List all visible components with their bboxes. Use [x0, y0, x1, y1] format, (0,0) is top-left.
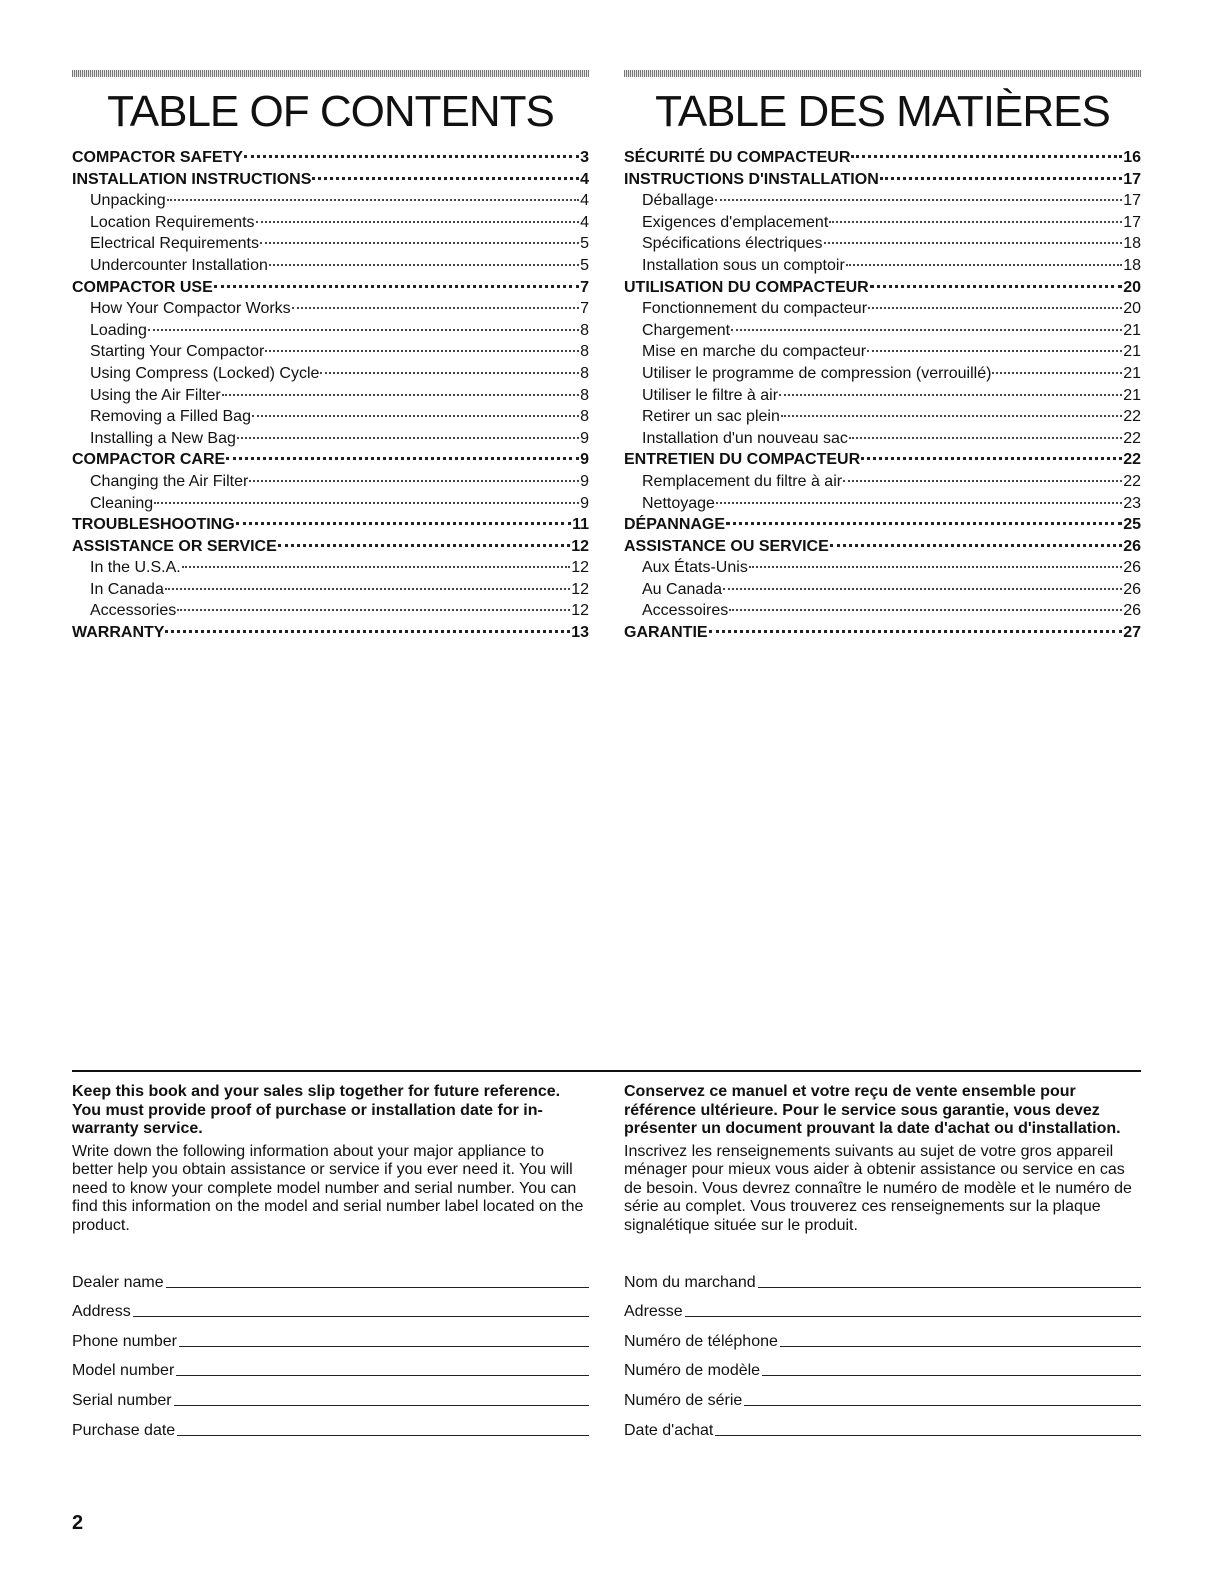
dot-leader — [723, 588, 1122, 590]
toc-entry-label: Remplacement du filtre à air — [642, 472, 843, 490]
toc-entry-page: 3 — [580, 149, 589, 166]
dot-leader — [182, 566, 570, 568]
toc-entry-label: Installation sous un comptoir — [642, 256, 845, 274]
toc-subsection-entry — [72, 255, 589, 277]
toc-entries — [72, 147, 589, 644]
toc-subsection-entry — [72, 190, 589, 212]
write-in-line — [762, 1375, 1141, 1376]
toc-entry-page: 9 — [580, 451, 589, 469]
toc-section-entry — [624, 169, 1141, 191]
dot-leader — [269, 264, 579, 266]
toc-subsection-entry — [72, 406, 589, 428]
dot-leader — [214, 285, 579, 288]
dot-leader — [851, 155, 1122, 158]
dot-leader — [779, 394, 1122, 396]
toc-section-entry — [72, 622, 589, 644]
dot-leader — [320, 372, 579, 374]
toc-entry-label: Fonctionnement du compacteur — [642, 300, 868, 318]
toc-entry-page: 9 — [580, 472, 589, 490]
toc-entry-page: 21 — [1123, 343, 1141, 361]
dot-leader — [256, 221, 580, 223]
record-field — [72, 1410, 589, 1440]
toc-entry-label: Loading — [90, 321, 147, 339]
header-rule — [624, 70, 1141, 77]
toc-entry-page: 4 — [580, 192, 589, 210]
toc-entry-page: 18 — [1123, 235, 1141, 253]
toc-entry-label: COMPACTOR USE — [72, 278, 213, 296]
record-form — [624, 1262, 1141, 1440]
toc-entry-page: 22 — [1123, 429, 1141, 447]
toc-entry-page: 16 — [1123, 149, 1141, 166]
dot-leader — [992, 372, 1122, 374]
toc-entry-label: UTILISATION DU COMPACTEUR — [624, 278, 869, 296]
toc-entry-label: Electrical Requirements — [90, 235, 259, 253]
toc-section-entry — [624, 536, 1141, 558]
toc-entry-label: Retirer un sac plein — [642, 408, 780, 426]
toc-subsection-entry — [624, 579, 1141, 601]
toc-subsection-entry — [72, 341, 589, 363]
record-info-french — [624, 1083, 1141, 1440]
dot-leader — [222, 394, 579, 396]
toc-subsection-entry — [72, 363, 589, 385]
toc-entry-label: Spécifications électriques — [642, 235, 823, 253]
toc-subsection-entry — [624, 428, 1141, 450]
record-instructions: Inscrivez les renseignements suivants au sujet de votre gros appareil ménager pour mieux vous aider à obtenir assistance ou service en cas de besoin. Vous devrez connaître le numéro de modèle et le numéro de série au complet. Vous trouverez ces renseignements sur la plaque signalétique située sur le produit. — [624, 1142, 1132, 1234]
record-field-label: Numéro de modèle — [624, 1362, 761, 1380]
toc-entry-label: TROUBLESHOOTING — [72, 516, 235, 534]
toc-entry-page: 4 — [580, 213, 589, 231]
toc-subsection-entry — [72, 600, 589, 622]
toc-entry-page: 25 — [1123, 516, 1141, 534]
record-field-label: Purchase date — [72, 1421, 176, 1439]
toc-subsection-entry — [624, 363, 1141, 385]
toc-subsection-entry — [72, 557, 589, 579]
toc-entry-label: Changing the Air Filter — [90, 472, 249, 490]
toc-entry-page: 5 — [580, 256, 589, 274]
dot-leader — [154, 502, 579, 504]
dot-leader — [843, 480, 1122, 482]
toc-subsection-entry — [624, 320, 1141, 342]
toc-subsection-entry — [72, 579, 589, 601]
dot-leader — [781, 415, 1122, 417]
toc-entry-page: 20 — [1123, 278, 1141, 296]
dot-leader — [244, 155, 579, 158]
toc-subsection-entry — [624, 341, 1141, 363]
toc-subsection-entry — [624, 255, 1141, 277]
toc-entry-label: Déballage — [642, 192, 715, 210]
dot-leader — [868, 307, 1122, 309]
dot-leader — [226, 457, 579, 460]
toc-subsection-entry — [72, 233, 589, 255]
toc-subsection-entry — [624, 471, 1141, 493]
dot-leader — [726, 522, 1122, 525]
dot-leader — [177, 609, 570, 611]
record-field-label: Serial number — [72, 1391, 172, 1409]
toc-entry-page: 8 — [580, 321, 589, 339]
toc-entry-page: 9 — [580, 429, 589, 447]
toc-entry-page: 4 — [580, 170, 589, 188]
toc-section-entry — [72, 277, 589, 299]
dot-leader — [870, 285, 1122, 288]
dot-leader — [729, 609, 1122, 611]
toc-entry-page: 8 — [580, 386, 589, 404]
toc-entry-page: 21 — [1123, 386, 1141, 404]
toc-entry-label: Removing a Filled Bag — [90, 408, 251, 426]
record-field-label: Address — [72, 1303, 131, 1321]
toc-entry-page: 21 — [1123, 321, 1141, 339]
toc-section-entry — [72, 169, 589, 191]
toc-entry-page: 27 — [1123, 624, 1141, 642]
toc-entry-label: WARRANTY — [72, 624, 165, 642]
toc-entry-page: 8 — [580, 343, 589, 361]
toc-entry-page: 13 — [571, 624, 589, 642]
toc-entry-page: 17 — [1123, 213, 1141, 231]
toc-entry-label: INSTRUCTIONS D'INSTALLATION — [624, 170, 879, 188]
toc-entry-page: 20 — [1123, 300, 1141, 318]
toc-entry-label: Accessories — [90, 602, 177, 620]
dot-leader — [830, 544, 1122, 547]
toc-entry-label: DÉPANNAGE — [624, 516, 726, 534]
toc-entry-label: ASSISTANCE OR SERVICE — [72, 537, 277, 555]
toc-entry-page: 12 — [571, 559, 589, 577]
record-field — [624, 1292, 1141, 1322]
record-field — [624, 1380, 1141, 1410]
toc-entry-page: 21 — [1123, 364, 1141, 382]
record-field — [624, 1262, 1141, 1292]
toc-entry-label: Mise en marche du compacteur — [642, 343, 867, 361]
toc-section-entry — [72, 514, 589, 536]
toc-entry-page: 11 — [572, 516, 589, 534]
toc-entry-page: 8 — [580, 364, 589, 382]
toc-english — [72, 70, 589, 644]
toc-entry-page: 17 — [1123, 192, 1141, 210]
dot-leader — [709, 630, 1123, 633]
toc-subsection-entry — [624, 493, 1141, 515]
dot-leader — [249, 480, 579, 482]
toc-entry-label: In the U.S.A. — [90, 559, 181, 577]
record-field — [72, 1262, 589, 1292]
write-in-line — [744, 1405, 1141, 1406]
record-field-label: Numéro de série — [624, 1391, 743, 1409]
record-field — [72, 1321, 589, 1351]
toc-entry-label: Unpacking — [90, 192, 166, 210]
dot-leader — [867, 350, 1122, 352]
dot-leader — [312, 177, 579, 180]
toc-entry-label: SÉCURITÉ DU COMPACTEUR — [624, 149, 851, 166]
write-in-line — [166, 1287, 589, 1288]
toc-entry-page: 8 — [580, 408, 589, 426]
toc-subsection-entry — [72, 298, 589, 320]
dot-leader — [846, 264, 1122, 266]
record-field — [72, 1292, 589, 1322]
toc-entry-page: 23 — [1123, 494, 1141, 512]
write-in-line — [758, 1287, 1141, 1288]
toc-subsection-entry — [624, 406, 1141, 428]
toc-title: TABLE DES MATIÈRES — [655, 87, 1110, 136]
page-number: 2 — [72, 1512, 84, 1534]
toc-entry-label: GARANTIE — [624, 624, 708, 642]
dot-leader — [880, 177, 1122, 180]
toc-section-entry — [624, 147, 1141, 169]
toc-section-entry — [624, 449, 1141, 471]
dot-leader — [148, 329, 579, 331]
toc-entry-page: 26 — [1123, 537, 1141, 555]
toc-section-entry — [72, 449, 589, 471]
toc-entry-page: 7 — [580, 300, 589, 318]
record-info-english — [72, 1083, 589, 1440]
toc-section-entry — [624, 622, 1141, 644]
record-instructions: Write down the following information about your major appliance to better help you obtain assistance or service if you ever need it. You will need to know your complete model number and serial number. You can find this information on the model and serial number label located on the product. — [72, 1142, 584, 1234]
toc-entry-label: In Canada — [90, 580, 164, 598]
toc-entry-label: Using Compress (Locked) Cycle — [90, 364, 320, 382]
toc-subsection-entry — [624, 557, 1141, 579]
record-form — [72, 1262, 589, 1440]
toc-entry-page: 22 — [1123, 472, 1141, 490]
dot-leader — [236, 522, 571, 525]
header-rule — [72, 70, 589, 77]
dot-leader — [165, 588, 570, 590]
toc-entry-label: Undercounter Installation — [90, 256, 268, 274]
write-in-line — [685, 1316, 1141, 1317]
toc-subsection-entry — [72, 320, 589, 342]
toc-entry-page: 18 — [1123, 256, 1141, 274]
toc-entry-page: 12 — [571, 602, 589, 620]
dot-leader — [749, 566, 1122, 568]
toc-subsection-entry — [624, 190, 1141, 212]
record-notice: Conservez ce manuel et votre reçu de vente ensemble pour référence ultérieure. Pour le service sous garantie, vous devez présenter un document prouvant la date d'achat ou d'installation. — [624, 1083, 1121, 1137]
dot-leader — [731, 329, 1122, 331]
dot-leader — [715, 199, 1122, 201]
toc-entry-label: Location Requirements — [90, 213, 255, 231]
dot-leader — [292, 307, 579, 309]
write-in-line — [715, 1435, 1141, 1436]
toc-entry-label: Installing a New Bag — [90, 429, 236, 447]
record-notice: Keep this book and your sales slip together for future reference. You must provide proof of purchase or installation date for in-warranty service. — [72, 1083, 561, 1137]
toc-entry-page: 17 — [1123, 170, 1141, 188]
toc-entry-page: 26 — [1123, 559, 1141, 577]
record-field — [624, 1410, 1141, 1440]
section-divider — [72, 1070, 1141, 1072]
write-in-line — [133, 1316, 589, 1317]
write-in-line — [179, 1346, 589, 1347]
write-in-line — [177, 1435, 589, 1436]
dot-leader — [278, 544, 570, 547]
toc-section-entry — [624, 514, 1141, 536]
dot-leader — [849, 437, 1122, 439]
toc-subsection-entry — [624, 233, 1141, 255]
record-field — [72, 1351, 589, 1381]
toc-entry-page: 26 — [1123, 602, 1141, 620]
record-field-label: Dealer name — [72, 1273, 164, 1291]
toc-entry-label: ENTRETIEN DU COMPACTEUR — [624, 451, 861, 469]
toc-subsection-entry — [72, 471, 589, 493]
toc-section-entry — [72, 147, 589, 169]
toc-entry-page: 22 — [1123, 451, 1141, 469]
toc-entry-page: 9 — [580, 494, 589, 512]
dot-leader — [165, 630, 570, 633]
dot-leader — [167, 199, 579, 201]
toc-entry-label: COMPACTOR SAFETY — [72, 149, 243, 166]
dot-leader — [716, 502, 1122, 504]
toc-entries — [624, 147, 1141, 644]
record-field-label: Numéro de téléphone — [624, 1332, 778, 1350]
record-field-label: Date d'achat — [624, 1421, 714, 1439]
toc-entry-label: Installation d'un nouveau sac — [642, 429, 848, 447]
toc-entry-page: 12 — [571, 580, 589, 598]
toc-entry-page: 12 — [571, 537, 589, 555]
toc-entry-label: Utiliser le programme de compression (verrouillé) — [642, 364, 992, 382]
write-in-line — [780, 1346, 1141, 1347]
toc-entry-label: Starting Your Compactor — [90, 343, 265, 361]
dot-leader — [265, 350, 579, 352]
toc-entry-label: Aux États-Unis — [642, 559, 748, 577]
dot-leader — [829, 221, 1122, 223]
write-in-line — [176, 1375, 589, 1376]
toc-title: TABLE OF CONTENTS — [107, 87, 554, 136]
toc-french — [624, 70, 1141, 644]
toc-entry-page: 22 — [1123, 408, 1141, 426]
toc-entry-page: 26 — [1123, 580, 1141, 598]
record-field-label: Model number — [72, 1362, 175, 1380]
toc-entry-label: COMPACTOR CARE — [72, 451, 226, 469]
toc-subsection-entry — [624, 385, 1141, 407]
dot-leader — [237, 437, 579, 439]
toc-entry-label: Nettoyage — [642, 494, 715, 512]
toc-entry-label: Accessoires — [642, 602, 729, 620]
toc-subsection-entry — [72, 493, 589, 515]
toc-entry-label: INSTALLATION INSTRUCTIONS — [72, 170, 312, 188]
record-field-label: Nom du marchand — [624, 1273, 756, 1291]
toc-entry-page: 7 — [580, 278, 589, 296]
write-in-line — [174, 1405, 589, 1406]
dot-leader — [861, 457, 1122, 460]
toc-entry-page: 5 — [580, 235, 589, 253]
toc-entry-label: Cleaning — [90, 494, 154, 512]
dot-leader — [824, 242, 1123, 244]
toc-entry-label: Chargement — [642, 321, 731, 339]
toc-section-entry — [624, 277, 1141, 299]
toc-entry-label: Using the Air Filter — [90, 386, 221, 404]
toc-section-entry — [72, 536, 589, 558]
record-field-label: Phone number — [72, 1332, 177, 1350]
record-field — [624, 1321, 1141, 1351]
toc-subsection-entry — [72, 385, 589, 407]
toc-entry-label: Au Canada — [642, 580, 723, 598]
toc-subsection-entry — [72, 428, 589, 450]
toc-entry-label: How Your Compactor Works — [90, 300, 291, 318]
toc-subsection-entry — [72, 212, 589, 234]
dot-leader — [252, 415, 579, 417]
toc-subsection-entry — [624, 298, 1141, 320]
record-field — [72, 1380, 589, 1410]
dot-leader — [260, 242, 579, 244]
record-field — [624, 1351, 1141, 1381]
toc-entry-label: ASSISTANCE OU SERVICE — [624, 537, 829, 555]
record-field-label: Adresse — [624, 1303, 683, 1321]
toc-subsection-entry — [624, 212, 1141, 234]
toc-entry-label: Exigences d'emplacement — [642, 213, 829, 231]
toc-subsection-entry — [624, 600, 1141, 622]
toc-entry-label: Utiliser le filtre à air — [642, 386, 779, 404]
